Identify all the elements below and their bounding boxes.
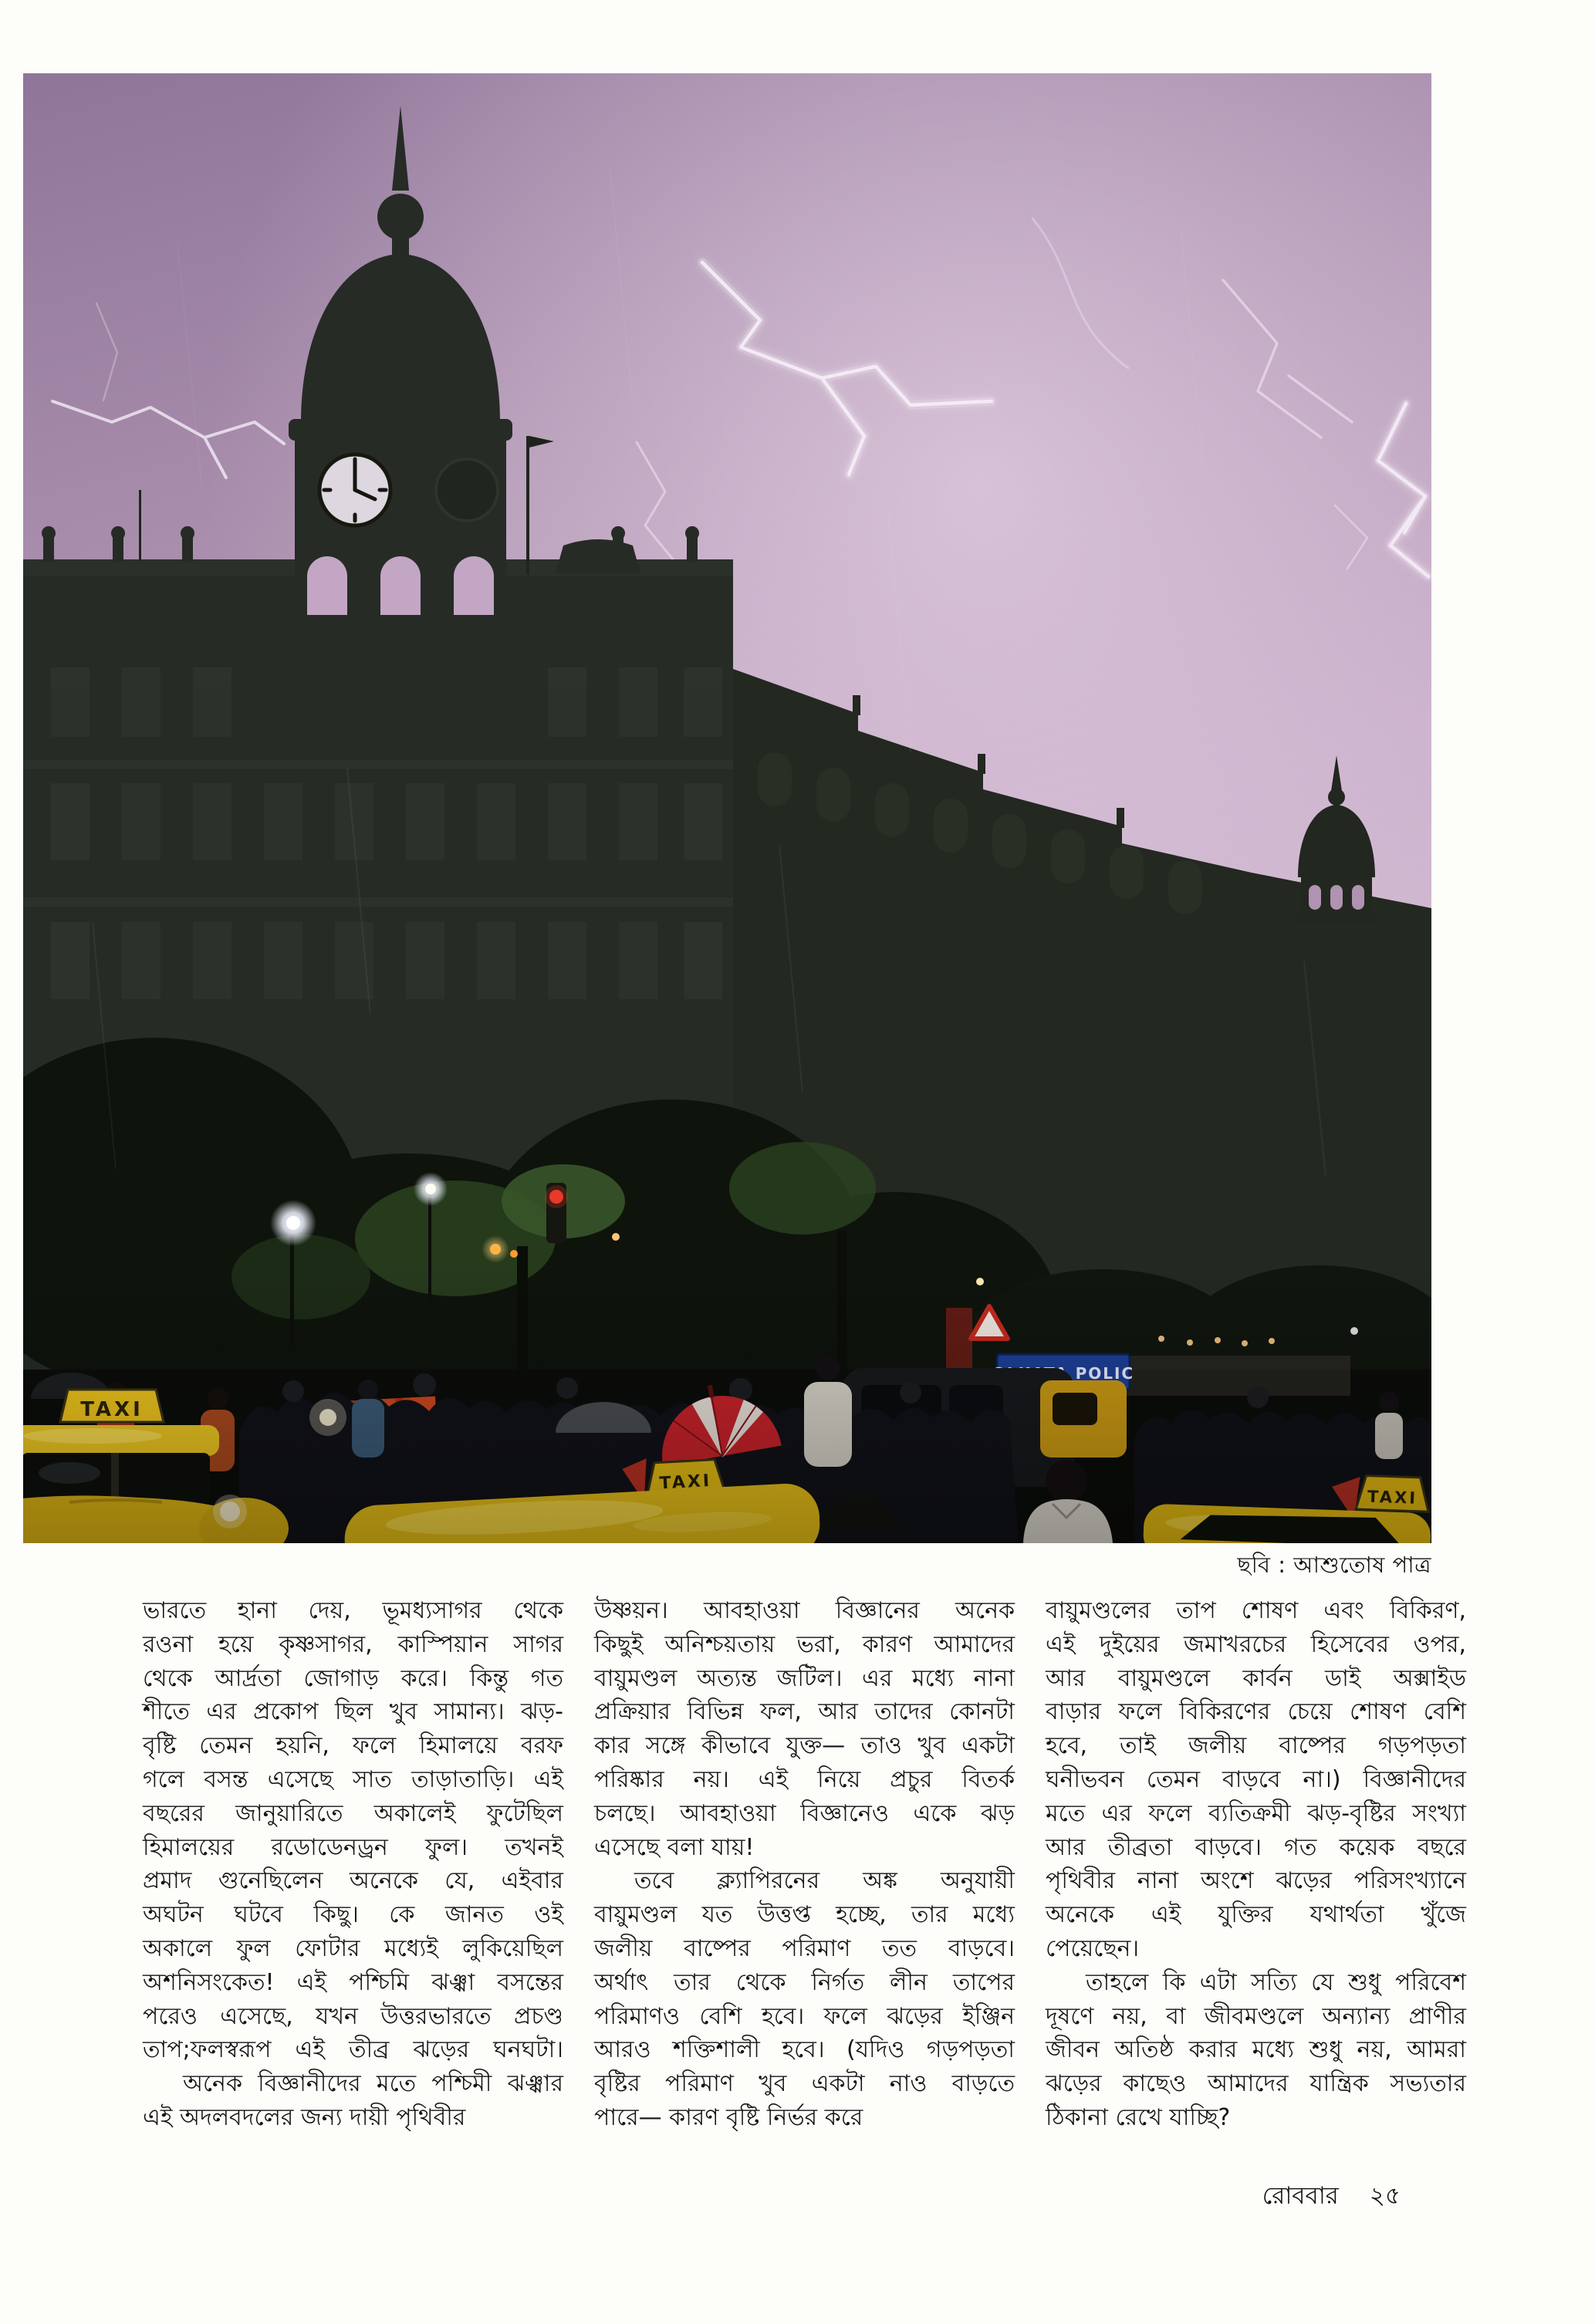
text-line: অনেক বিজ্ঞানীদের মতে পশ্চিমী ঝঞ্ঝার — [183, 2070, 563, 2098]
text-line: তবে ক্ল্যাপিরনের অঙ্ক অনুযায়ী — [634, 1867, 1015, 1895]
text-line: তাপ;ফলস্বরূপ এই তীব্র ঝড়ের ঘনঘটা। — [143, 2036, 563, 2064]
text-line: দূষণে নয়, বা জীবমণ্ডলে অন্যান্য প্রাণীর — [1046, 2002, 1466, 2030]
traffic-light — [545, 1183, 568, 1243]
text-line: তাহলে কি এটা সত্যি যে শুধু পরিবেশ — [1086, 1968, 1466, 1996]
text-line: বছরের জানুয়ারিতে অকালেই ফুটেছিল — [143, 1799, 563, 1827]
photo-vignette — [23, 1265, 1431, 1543]
text-line: এসেছে বলা যায়! — [594, 1833, 755, 1861]
text-line: পরেও এসেছে, যখন উত্তরভারতে প্রচণ্ড — [143, 2002, 563, 2030]
text-line: হবে, তাই জলীয় বাষ্পের গড়পড়তা — [1046, 1732, 1466, 1760]
text-line: এই অদলবদলের জন্য দায়ী পৃথিবীর — [143, 2103, 466, 2131]
text-line: ভারতে হানা দেয়, ভূমধ্যসাগর থেকে — [143, 1597, 563, 1624]
text-line: ঝড়ের কাছেও আমাদের যান্ত্রিক সভ্যতার — [1046, 2070, 1466, 2098]
text-line: বৃষ্টি তেমন হয়নি, ফলে হিমালয়ে বরফ — [143, 1732, 563, 1760]
text-line: হিমালয়ের রডোডেনড্রন ফুল। তখনই — [143, 1833, 563, 1861]
text-line: চলছে। আবহাওয়া বিজ্ঞানেও একে ঝড় — [594, 1799, 1015, 1827]
text-line: ঘনীভবন তেমন বাড়বে না।) বিজ্ঞানীদের — [1046, 1765, 1466, 1793]
text-line: বৃষ্টির পরিমাণ খুব একটা নাও বাড়তে — [594, 2070, 1015, 2098]
text-column-3 — [1046, 1594, 1466, 2135]
text-line: শীতে এর প্রকোপ ছিল খুব সামান্য। ঝড়- — [143, 1698, 563, 1726]
text-column-2 — [594, 1594, 1015, 2135]
text-line: বায়ুমণ্ডল অত্যন্ত জটিল। এর মধ্যে নানা — [594, 1664, 1015, 1692]
text-line: পেয়েছেন। — [1046, 1934, 1140, 1962]
belfry-arches — [307, 556, 494, 615]
text-line: জলীয় বাষ্পের পরিমাণ তত বাড়বে। — [594, 1934, 1015, 1962]
text-line: পৃথিবীর নানা অংশে ঝড়ের পরিসংখ্যানে — [1046, 1867, 1466, 1895]
text-line: অঘটন ঘটবে কিছু। কে জানত ওই — [143, 1901, 563, 1929]
text-line: বাড়ার ফলে বিকিরণের চেয়ে শোষণ বেশি — [1046, 1698, 1466, 1726]
text-line: অনেকে এই যুক্তির যথার্থতা খুঁজে — [1046, 1901, 1466, 1929]
text-line: আর বায়ুমণ্ডলে কার্বন ডাই অক্সাইড — [1046, 1664, 1466, 1692]
storm-photo — [23, 73, 1431, 1543]
text-line: কার সঙ্গে কীভাবে যুক্ত— তাও খুব একটা — [594, 1732, 1015, 1760]
text-line: অকালে ফুল ফোটার মধ্যেই লুকিয়েছিল — [143, 1934, 563, 1962]
text-line: পরিষ্কার নয়। এই নিয়ে প্রচুর বিতর্ক — [594, 1765, 1015, 1793]
text-line: রওনা হয়ে কৃষ্ণসাগর, কাস্পিয়ান সাগর — [143, 1630, 563, 1658]
storm-photo-illustration — [23, 73, 1431, 1543]
flagpole — [526, 436, 529, 575]
text-line: থেকে আর্দ্রতা জোগাড় করে। কিন্তু গত — [143, 1664, 563, 1692]
page-footer — [143, 2177, 1401, 2218]
text-column-1 — [143, 1594, 563, 2135]
text-line: মতে এর ফলে ব্যতিক্রমী ঝড়-বৃষ্টির সংখ্যা — [1046, 1799, 1466, 1827]
text-line: অশনিসংকেত! এই পশ্চিমি ঝঞ্ঝা বসন্তের — [143, 1968, 563, 1996]
text-line: এই দুইয়ের জমাখরচের হিসেবের ওপর, — [1046, 1630, 1466, 1658]
text-line: ঠিকানা রেখে যাচ্ছি? — [1046, 2103, 1231, 2131]
text-line: বায়ুমণ্ডল যত উত্তপ্ত হচ্ছে, তার মধ্যে — [594, 1901, 1015, 1929]
text-line: অর্থাৎ তার থেকে নির্গত লীন তাপের — [594, 1968, 1015, 1996]
text-line: প্রমাদ গুনেছিলেন অনেকে যে, এইবার — [143, 1867, 563, 1895]
text-line: পরিমাণও বেশি হবে। ফলে ঝড়ের ইঞ্জিন — [594, 2002, 1015, 2030]
text-line: জীবন অতিষ্ঠ করার মধ্যে শুধু নয়, আমরা — [1046, 2036, 1466, 2064]
text-line: আর তীব্রতা বাড়বে। গত কয়েক বছরে — [1046, 1833, 1466, 1861]
photo-credit: ছবি : আশুতোষ পাত্র — [1237, 1552, 1431, 1578]
text-line: কিছুই অনিশ্চয়তায় ভরা, কারণ আমাদের — [594, 1630, 1015, 1658]
text-line: প্রক্রিয়ার বিভিন্ন ফল, আর তাদের কোনটা — [594, 1698, 1015, 1726]
section-name: রোববার — [1262, 2182, 1339, 2210]
article-body — [143, 1594, 1466, 2135]
text-line: গলে বসন্ত এসেছে সাত তাড়াতাড়ি। এই — [143, 1765, 563, 1793]
text-line: উষ্ণয়ন। আবহাওয়া বিজ্ঞানের অনেক — [594, 1597, 1015, 1624]
text-line: আরও শক্তিশালী হবে। (যদিও গড়পড়তা — [594, 2036, 1015, 2064]
text-line: বায়ুমণ্ডলের তাপ শোষণ এবং বিকিরণ, — [1046, 1597, 1466, 1624]
page-number: ২৫ — [1369, 2182, 1401, 2210]
text-line: পারে— কারণ বৃষ্টি নির্ভর করে — [594, 2103, 863, 2131]
